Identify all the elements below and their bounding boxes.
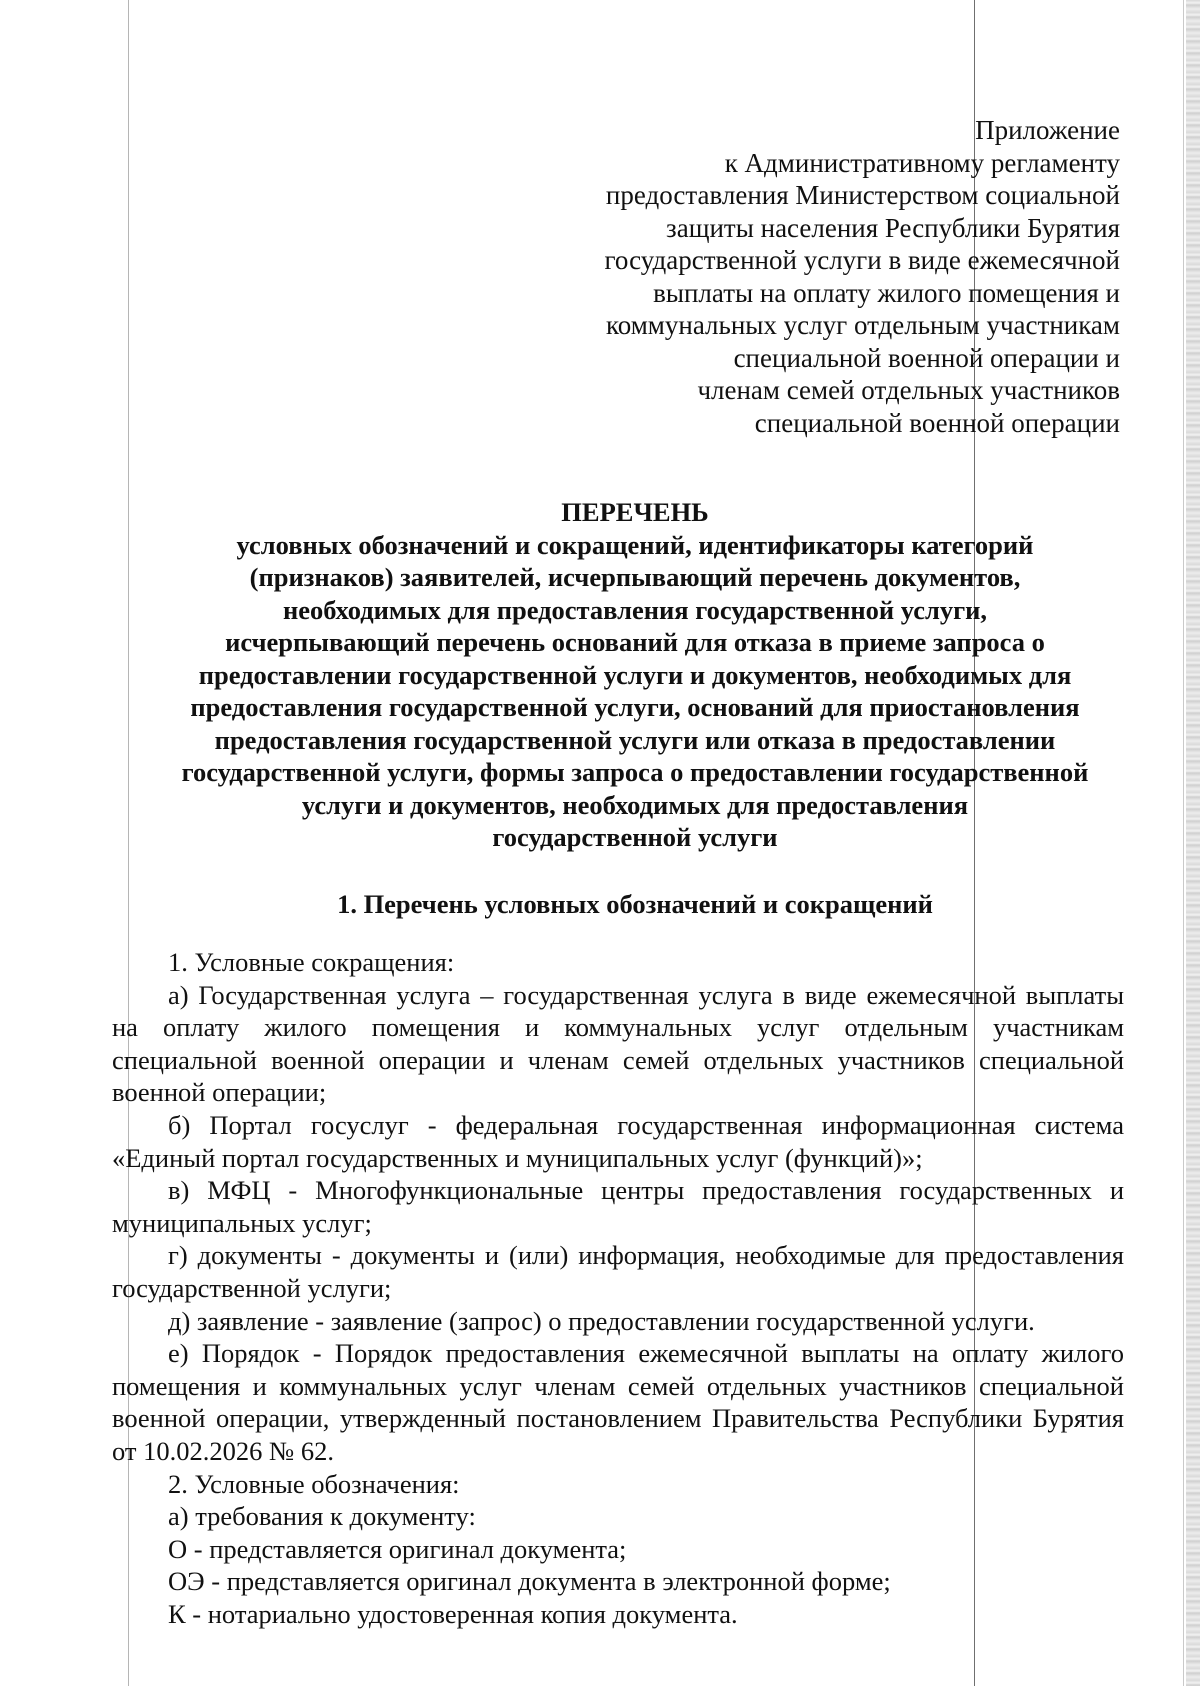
title-line: необходимых для предоставления государственной услуги, [282, 594, 988, 625]
paragraph: а) Государственная услуга – государственная услуга в виде ежемесячной выплаты на оплату жилого помещения и коммунальных услуг отдельным участникам специальной военной операции и членам семей отдельных участников специальной военной операции; [112, 979, 1124, 1108]
document-body [112, 946, 1124, 1630]
paragraph: О - представляется оригинал документа; [168, 1533, 627, 1564]
document-title [140, 496, 1130, 854]
appendix-line: государственной услуги в виде ежемесячной [604, 245, 1120, 275]
title-line: предоставлении государственной услуги и документов, необходимых для [198, 659, 1072, 690]
paragraph: 2. Условные обозначения: [168, 1468, 460, 1499]
title-line: (признаков) заявителей, исчерпывающий перечень документов, [249, 562, 1021, 592]
title-line: предоставления государственной услуги, оснований для приостановления [190, 692, 1080, 722]
paragraph: г) документы - документы и (или) информация, необходимые для предоставления государственной услуги; [112, 1240, 1124, 1303]
title-line: государственной услуги [492, 822, 778, 852]
paragraph: а) требования к документу: [168, 1501, 476, 1532]
appendix-header [500, 114, 1120, 439]
paragraph: б) Портал госуслуг - федеральная государственная информационная система «Единый портал государственных и муниципальных услуг (функций)»; [112, 1109, 1124, 1173]
title-line: предоставления государственной услуги или отказа в предоставлении [214, 724, 1056, 755]
appendix-line: Приложение [975, 115, 1120, 145]
appendix-line: специальной военной операции [754, 407, 1120, 438]
paragraph: 1. Условные сокращения: [168, 947, 455, 977]
paragraph: в) МФЦ - Многофункциональные центры предоставления государственных и муниципальных услуг; [112, 1175, 1124, 1238]
title-main: ПЕРЕЧЕНЬ [561, 497, 709, 527]
appendix-line: к Административному регламенту [724, 147, 1120, 178]
appendix-line: предоставления Министерством социальной [605, 180, 1120, 210]
appendix-line: специальной военной операции и [733, 342, 1120, 373]
paragraph: е) Порядок - Порядок предоставления ежемесячной выплаты на оплату жилого помещения и коммунальных услуг членам семей отдельных участников специальной военной операции, утвержденный постановлением Правительства Республики Бурятия от 10.02.2026 № 62. [112, 1338, 1124, 1466]
paragraph: ОЭ - представляется оригинал документа в электронной форме; [168, 1566, 891, 1597]
appendix-line: коммунальных услуг отдельным участникам [605, 310, 1120, 340]
section-heading: 1. Перечень условных обозначений и сокращений [337, 889, 933, 919]
title-line: государственной услуги, формы запроса о предоставлении государственной [181, 757, 1089, 787]
appendix-line: выплаты на оплату жилого помещения и [653, 277, 1120, 308]
appendix-line: защиты населения Республики Бурятия [666, 212, 1120, 243]
title-line: исчерпывающий перечень оснований для отказа в приеме запроса о [225, 627, 1045, 657]
title-line: услуги и документов, необходимых для предоставления [301, 789, 969, 820]
title-line: условных обозначений и сокращений, идентификаторы категорий [236, 529, 1034, 560]
paragraph: К - нотариально удостоверенная копия документа. [168, 1598, 738, 1629]
appendix-line: членам семей отдельных участников [697, 375, 1120, 405]
paragraph: д) заявление - заявление (запрос) о предоставлении государственной услуги. [168, 1305, 1035, 1336]
